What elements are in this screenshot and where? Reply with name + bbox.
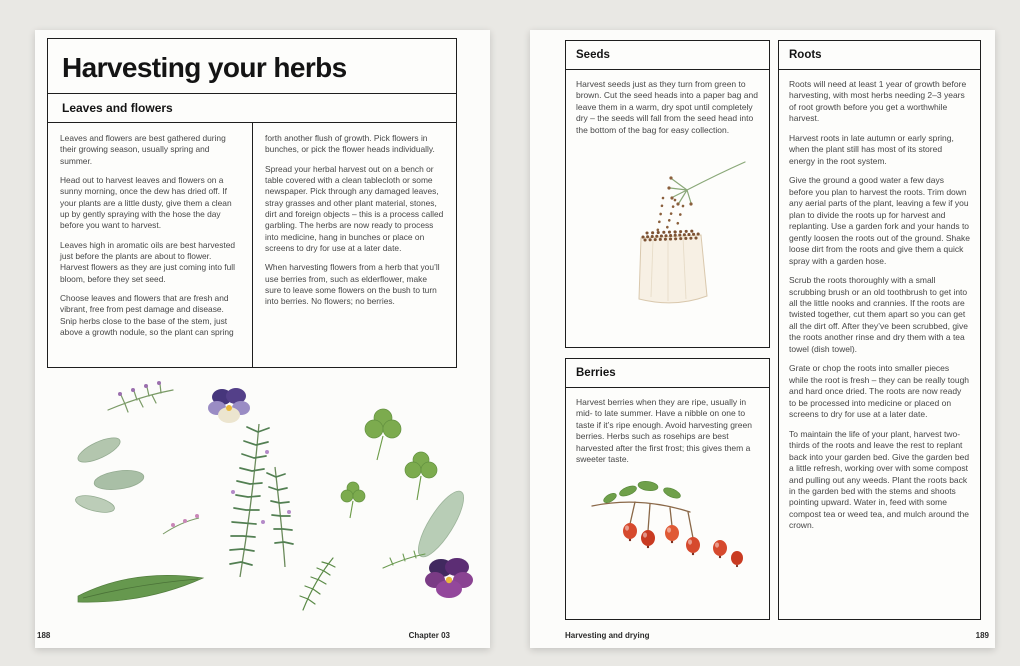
seeds-text xyxy=(566,70,769,148)
paragraph: Scrub the roots thoroughly with a small scrubbing brush or an old toothbrush to get into all the little nooks and crannies. If the roots are twisted together, cut them apart so you can get all the dirt off. After they’ve been scrubbed, give the roots another rinse and dry them with a tea towel (dish towel). xyxy=(789,275,968,354)
paragraph: Leaves and flowers are best gathered during their growing season, usually spring and summer. xyxy=(60,133,226,166)
paragraph: Leaves high in aromatic oils are best harvested just before the plants are about to flower. Harvest flowers as they are just coming into full bloom, before they set seed. xyxy=(60,239,236,284)
two-column-text xyxy=(48,123,456,367)
paragraph: Harvest berries when they are ripe, usually in mid- to late summer. Have a nibble on one to taste if it’s ripe enough. Avoid harvesting green berries. Herbs such as rosehips are best harvested after the first frost; this gives them a sweeter taste. xyxy=(576,397,752,465)
seeds-panel xyxy=(565,40,770,348)
rosehip-illustration xyxy=(566,478,769,578)
section-heading-roots: Roots xyxy=(779,41,980,70)
berries-text xyxy=(566,388,769,478)
paragraph: Spread your herbal harvest out on a bench or table covered with a clean tablecloth or some newspaper. Pick through any damaged leaves, stray grasses and other plant material, stones, dirt and foreign objects – this is a process called garbling. The herbs are now ready to process into medicine, hang in bunches or place on screens to dry for use at a later date. xyxy=(265,163,444,254)
text-column-2 xyxy=(252,123,456,367)
page-number-left: 188 xyxy=(37,631,51,640)
leaves-and-flowers-panel xyxy=(47,38,457,368)
right-page xyxy=(530,30,995,648)
berries-panel xyxy=(565,358,770,620)
paragraph: forth another flush of growth. Pick flowers in bunches, or pick the flower heads individually. xyxy=(265,133,435,155)
footer-running-title: Harvesting and drying xyxy=(565,631,650,640)
text-column-1 xyxy=(48,123,252,367)
section-heading-berries: Berries xyxy=(566,359,769,388)
page-number-right: 189 xyxy=(975,631,989,640)
section-heading-seeds: Seeds xyxy=(566,41,769,70)
roots-text xyxy=(779,70,980,544)
page-title: Harvesting your herbs xyxy=(48,39,456,94)
paragraph: To maintain the life of your plant, harvest two-thirds of the roots and leave the rest to replant back into your garden bed. Give the garden bed a little refresh, working over with some compost and pulling out any weeds. Plant the roots back in the garden bed with the stems and shoots pointing upward. Water in, feed with some compost tea or weed tea, and mulch around the crown. xyxy=(789,428,970,531)
herbs-illustration xyxy=(53,372,473,620)
section-heading-leaves-and-flowers: Leaves and flowers xyxy=(48,94,456,123)
paragraph: Head out to harvest leaves and flowers on a sunny morning, once the dew has dried off. If your plants are a little dusty, give them a clean up by gently spraying with the hose the day before you want to harvest. xyxy=(60,175,232,231)
paragraph: When harvesting flowers from a herb that you’ll use berries from, such as elderflower, make sure to leave some flowers on the bush to turn into berries. No flowers; no berries. xyxy=(265,262,440,307)
pansy-flower xyxy=(425,558,473,598)
roots-panel xyxy=(778,40,981,620)
paragraph: Harvest seeds just as they turn from green to brown. Cut the seed heads into a paper bag and leave them in a warm, dry spot until completely dry – the seeds will fall from the seed head into the bottom of the bag for easy collection. xyxy=(576,79,758,135)
paragraph: Choose leaves and flowers that are fresh and vibrant, free from pest damage and disease. Snip herbs close to the base of the stem, just above a growth nodule, so the plant can spring xyxy=(60,293,234,338)
paragraph: Grate or chop the roots into smaller pieces while the root is fresh – they can be really tough and hard once dried. The roots are now ready to be processed into medicine or placed on screens to dry for use at a later date. xyxy=(789,363,970,420)
paragraph: Give the ground a good water a few days before you plan to harvest the roots. Trim down any aerial parts of the plant, leaving a few if you plan to divide the roots up for harvest and replanting. Use a garden fork and your hands to gently loosen the roots out of the ground. Shake loose dirt from the roots and give them a quick spray with a garden hose. xyxy=(789,175,970,266)
footer-chapter: Chapter 03 xyxy=(408,631,450,640)
seed-bag-illustration xyxy=(566,148,769,318)
left-page xyxy=(35,30,490,648)
paragraph: Harvest roots in late autumn or early spring, when the plant still has most of its stored energy in the root system. xyxy=(789,132,954,166)
pansy-flower xyxy=(208,388,250,423)
paragraph: Roots will need at least 1 year of growth before harvesting, with most herbs needing 2–3 years of root growth before you get a worthwhile harvest. xyxy=(789,79,967,124)
